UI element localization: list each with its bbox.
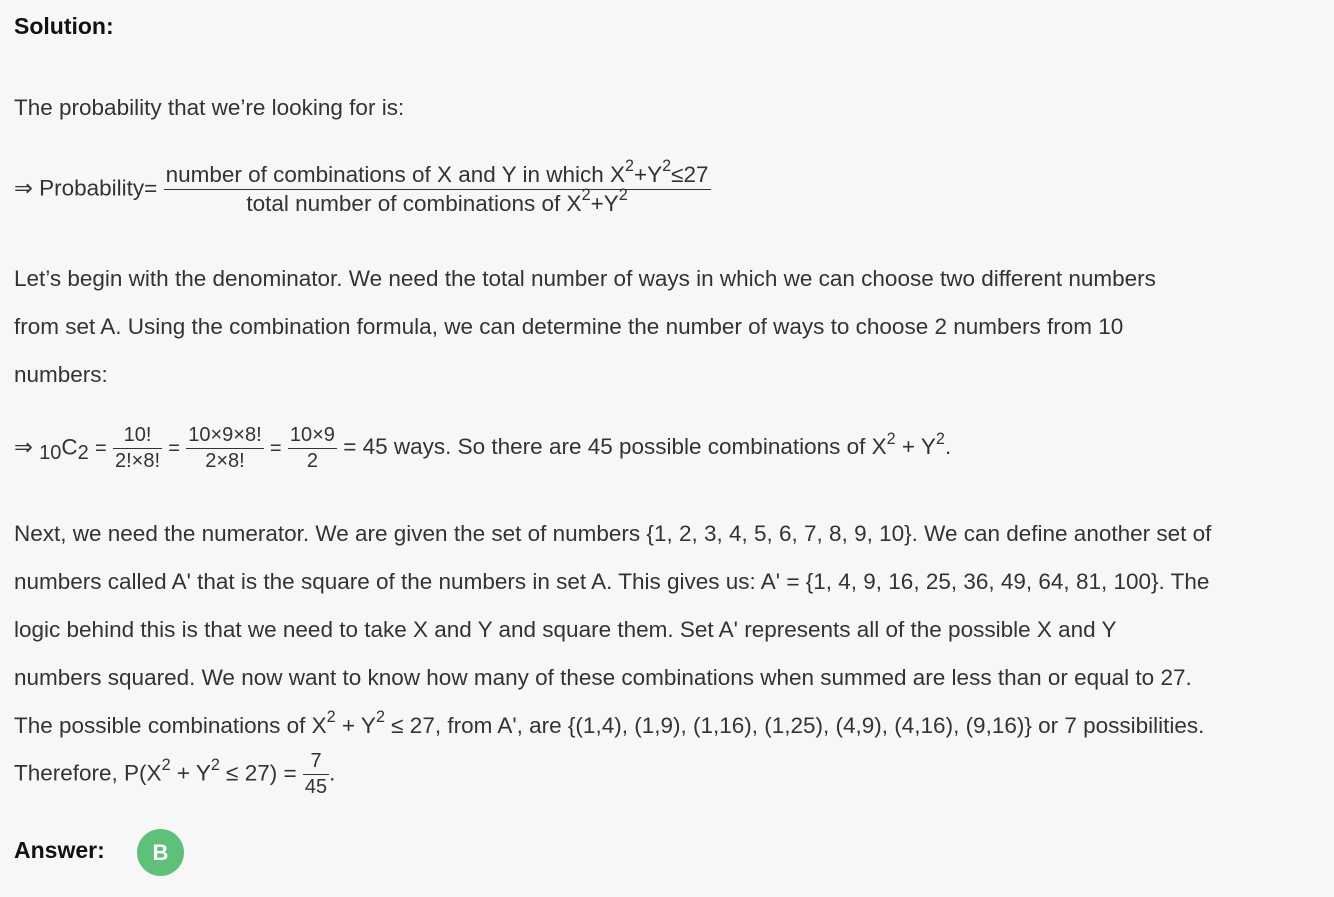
fraction-2: $\frac{10\times 9\times 8!}{2\times 8!}$ [188,424,262,472]
combination-k: 2 [77,442,89,465]
therefore-line: Therefore, $P(X^2 + Y^2 \le 27)$ = $\frac{7}{45}$ . [14,750,336,798]
fraction-3: $\frac{10\times 9}{2}$ [289,424,335,472]
denominator-line-2: from set A. Using the combination formula, we can determine the number of ways to choose 2 numbers from 10 [14,314,1124,339]
numerator-line-2: numbers called A' that is the square of the numbers in set A. This gives us: A' = {1, 4, 9, 16, 25, 36, 49, 64, 81, 100}. The [14,569,1210,594]
numerator-line-3: logic behind this is that we need to take X and Y and square them. Set A' represents all of the possible X and Y [14,617,1117,642]
probability-numerator: number of combinations of X and Y in which $X^2+Y^2\le 27$ [164,162,711,190]
combination-n: 10 [39,442,62,465]
denominator-line-3: numbers: [14,362,108,387]
numerator-line-1: Next, we need the numerator. We are given the set of numbers {1, 2, 3, 4, 5, 6, 7, 8, 9, 10}. We can define another set of [14,521,1212,546]
probability-formula [14,157,711,217]
combination-result: = 45 ways. So there are 45 possible combinations of $X^2 + Y^2$. [343,429,952,460]
combination-formula: ⇒ 10C2 = $\frac{10!}{2!\times 8!}$ = $\frac{10\times 9\times 8!}{2\times 8!}$ = $\frac{10\times 9}{2}$ = 45 ways. So there are 45 possible combinations of $X^2 + Y^2$. [14,424,952,472]
possible-combinations-line: The possible combinations of $X^2 + Y^2 \le 27$, from A', are {(1,4), (1,9), (1,16), (1,25), (4,9), (4,16), (9,16)} or 7 possibilities. [14,708,1205,738]
answer-badge: B [137,829,184,876]
combination-arrow: ⇒ [14,434,33,460]
denominator-line-1: Let’s begin with the denominator. We need the total number of ways in which we can choose two different numbers [14,266,1156,291]
probability-result-fraction: $\frac{7}{45}$ [304,750,328,798]
answer-heading: Answer: [14,837,105,863]
numerator-line-4: numbers squared. We now want to know how many of these combinations when summed are less than or equal to 27. [14,665,1192,690]
intro-text: The probability that we’re looking for is: [14,95,405,120]
probability-denominator: total number of combinations of $X^2+Y^2$ [246,185,628,216]
solution-heading: Solution: [14,13,114,39]
fraction-1: $\frac{10!}{2!\times 8!}$ [114,424,161,472]
combination-c: C [61,434,78,460]
probability-fraction [164,157,711,217]
probability-prefix: ⇒ Probability= [14,175,158,201]
